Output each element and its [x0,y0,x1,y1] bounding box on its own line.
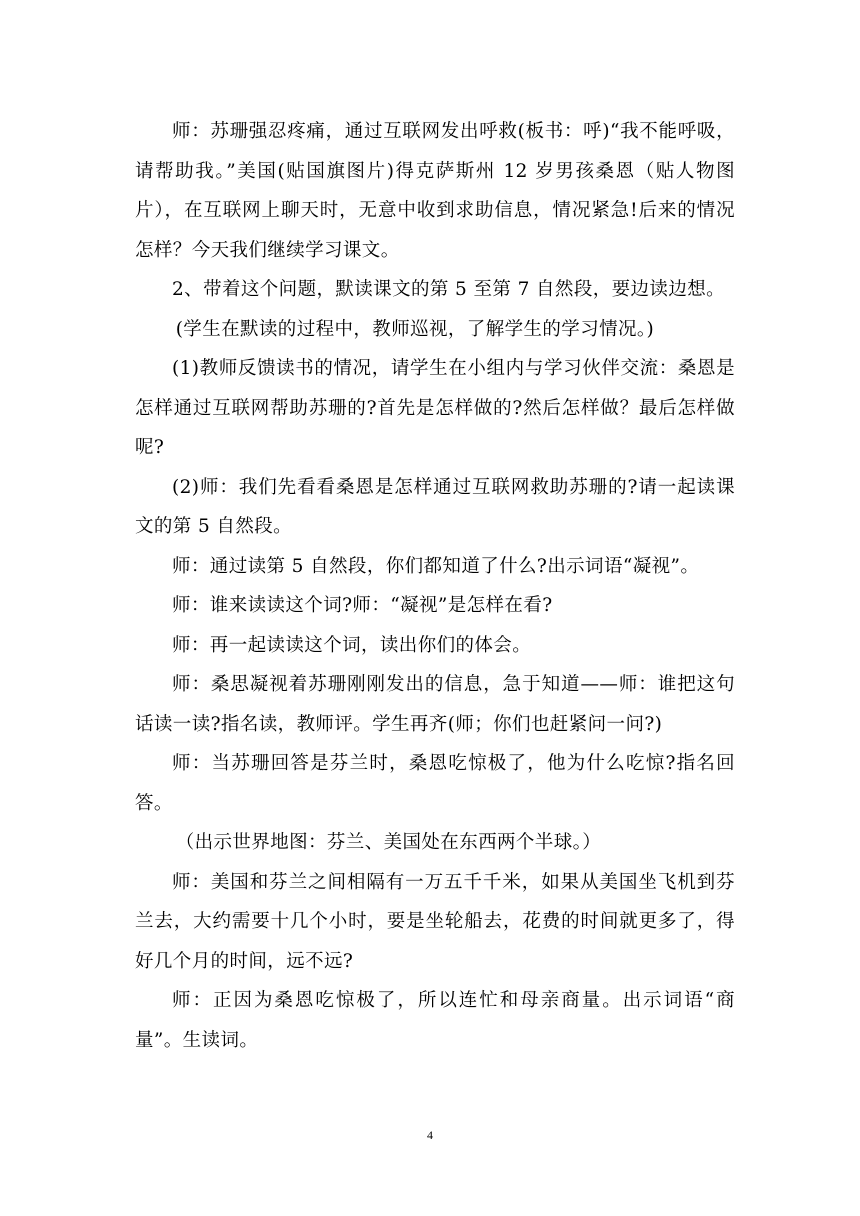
paragraph-2: 2、带着这个问题，默读课文的第 5 至第 7 自然段，要边读边想。 [172,279,726,300]
paragraph-12: 师：美国和芬兰之间相隔有一万五千千米，如果从美国坐飞机到芬兰去，大约需要十几个小时，要是坐轮船去，花费的时间就更多了，得好几个月的时间，远不远? [135,871,735,972]
paragraph-6: 师：通过读第 5 自然段，你们都知道了什么?出示词语“凝视”。 [172,555,700,577]
paragraph-9: 师：桑思凝视着苏珊刚刚发出的信息，急于知道——师：谁把这句话读一读?指名读，教师评。学生再齐(师；你们也赶紧问一问?) [135,674,735,735]
page-number: 4 [427,1128,433,1142]
paragraph-13: 师：正因为桑恩吃惊极了，所以连忙和母亲商量。出示词语“商量”。生读词。 [135,990,735,1051]
paragraph-4: (1)教师反馈读书的情况，请学生在小组内与学习伙伴交流：桑恩是怎样通过互联网帮助苏珊的?首先是怎样做的?然后怎样做？最后怎样做呢? [135,358,735,458]
paragraph-7: 师：谁来读读这个词?师：“凝视”是怎样在看? [172,595,553,616]
paragraph-5: (2)师：我们先看看桑恩是怎样通过互联网救助苏珊的?请一起读课文的第 5 自然段。 [135,476,735,537]
paragraph-11: （出示世界地图：芬兰、美国处在东西两个半球。） [175,832,602,853]
paragraph-10: 师：当苏珊回答是芬兰时，桑恩吃惊极了，他为什么吃惊?指名回答。 [135,753,735,814]
paragraph-8: 师：再一起读读这个词，读出你们的体会。 [172,634,532,656]
paragraph-3: (学生在默读的过程中，教师巡视，了解学生的学习情况。) [175,318,655,340]
document-body [135,112,735,1060]
paragraph-1: 师：苏珊强忍疼痛，通过互联网发出呼救(板书：呼)“我不能呼吸，请帮助我。”美国(贴国旗图片)得克萨斯州 12 岁男孩桑恩（贴人物图片），在互联网上聊天时，无意中收到求助信息，情况紧急!后来的情况怎样？今天我们继续学习课文。 [135,121,735,261]
